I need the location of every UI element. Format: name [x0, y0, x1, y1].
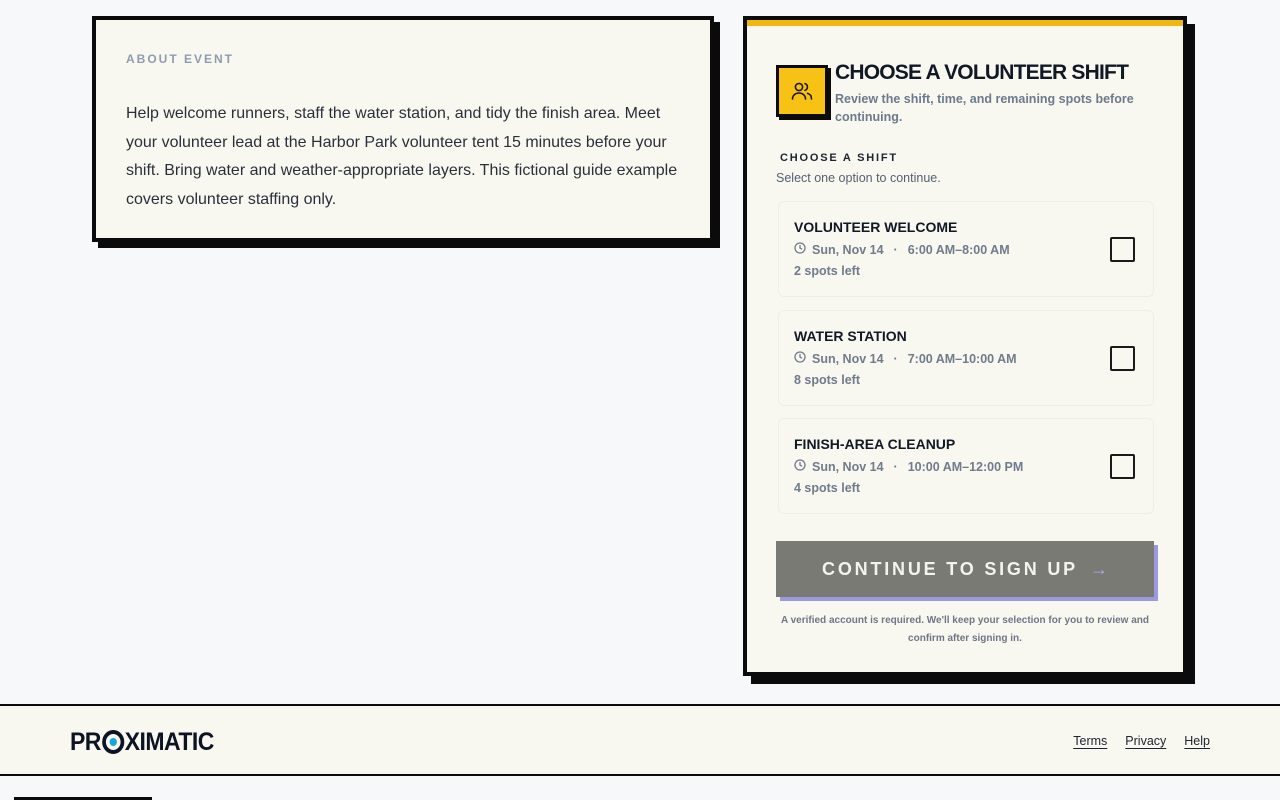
shift-option-time: 6:00 AM–8:00 AM	[907, 242, 1010, 257]
clock-icon	[794, 459, 806, 474]
shift-option-date: Sun, Nov 14	[812, 351, 884, 366]
shift-option-schedule	[794, 351, 1017, 366]
logo-text-right: XIMATIC	[124, 727, 214, 756]
shift-option-schedule	[794, 242, 1010, 257]
separator-dot: ·	[893, 459, 898, 474]
arrow-right-icon: →	[1089, 558, 1108, 579]
logo-text-left: PR	[70, 727, 101, 756]
shift-option-finish-area-cleanup[interactable]	[778, 418, 1154, 514]
choose-shift-help: Select one option to continue.	[776, 171, 941, 185]
shift-option-title: WATER STATION	[794, 328, 907, 344]
shift-option-water-station[interactable]	[778, 310, 1154, 406]
choose-shift-label: CHOOSE A SHIFT	[780, 152, 898, 164]
verified-account-note: A verified account is required. We'll keep your selection for you to review and confirm after signing in.	[780, 615, 1150, 644]
shift-option-spots: 2 spots left	[794, 264, 860, 278]
separator-dot: ·	[893, 351, 898, 366]
site-footer	[0, 704, 1280, 776]
people-icon	[776, 65, 828, 117]
about-event-label: ABOUT EVENT	[126, 52, 235, 66]
shift-option-spots: 8 spots left	[794, 373, 860, 387]
help-link[interactable]: Help	[1184, 734, 1210, 748]
shift-option-volunteer-welcome[interactable]	[778, 201, 1154, 297]
shift-option-time: 10:00 AM–12:00 PM	[907, 459, 1024, 474]
shift-option-spots: 4 spots left	[794, 481, 860, 495]
shift-option-time: 7:00 AM–10:00 AM	[907, 351, 1017, 366]
shift-option-title: VOLUNTEER WELCOME	[794, 219, 958, 235]
proximatic-logo[interactable]	[70, 728, 214, 756]
about-event-card	[92, 16, 714, 242]
shift-panel-subtitle: Review the shift, time, and remaining spots before continuing.	[835, 92, 1134, 124]
continue-button-label: CONTINUE TO SIGN UP	[822, 558, 1078, 579]
shift-option-schedule	[794, 459, 1023, 474]
separator-dot: ·	[893, 242, 898, 257]
shift-option-title: FINISH-AREA CLEANUP	[794, 436, 956, 452]
shift-option-checkbox[interactable]	[1110, 454, 1135, 479]
clock-icon	[794, 242, 806, 257]
privacy-link[interactable]: Privacy	[1125, 734, 1167, 748]
about-event-text: Help welcome runners, staff the water station, and tidy the finish area. Meet your volunteer lead at the Harbor Park volunteer tent 15 minutes before your shift. Bring water and weather-appropriate layers. This fictional guide example covers volunteer staffing only.	[126, 105, 678, 208]
shift-selection-card	[743, 16, 1187, 676]
footer-links	[1073, 734, 1210, 748]
continue-to-sign-up-button[interactable]	[776, 541, 1154, 597]
card-accent-bar	[747, 20, 1183, 26]
clock-icon	[794, 351, 806, 366]
shift-option-checkbox[interactable]	[1110, 237, 1135, 262]
shift-option-checkbox[interactable]	[1110, 346, 1135, 371]
terms-link[interactable]: Terms	[1073, 734, 1108, 748]
shift-panel-title: CHOOSE A VOLUNTEER SHIFT	[835, 61, 1129, 84]
shift-option-date: Sun, Nov 14	[812, 242, 884, 257]
shift-option-date: Sun, Nov 14	[812, 459, 884, 474]
logo-eye-icon	[102, 730, 124, 754]
